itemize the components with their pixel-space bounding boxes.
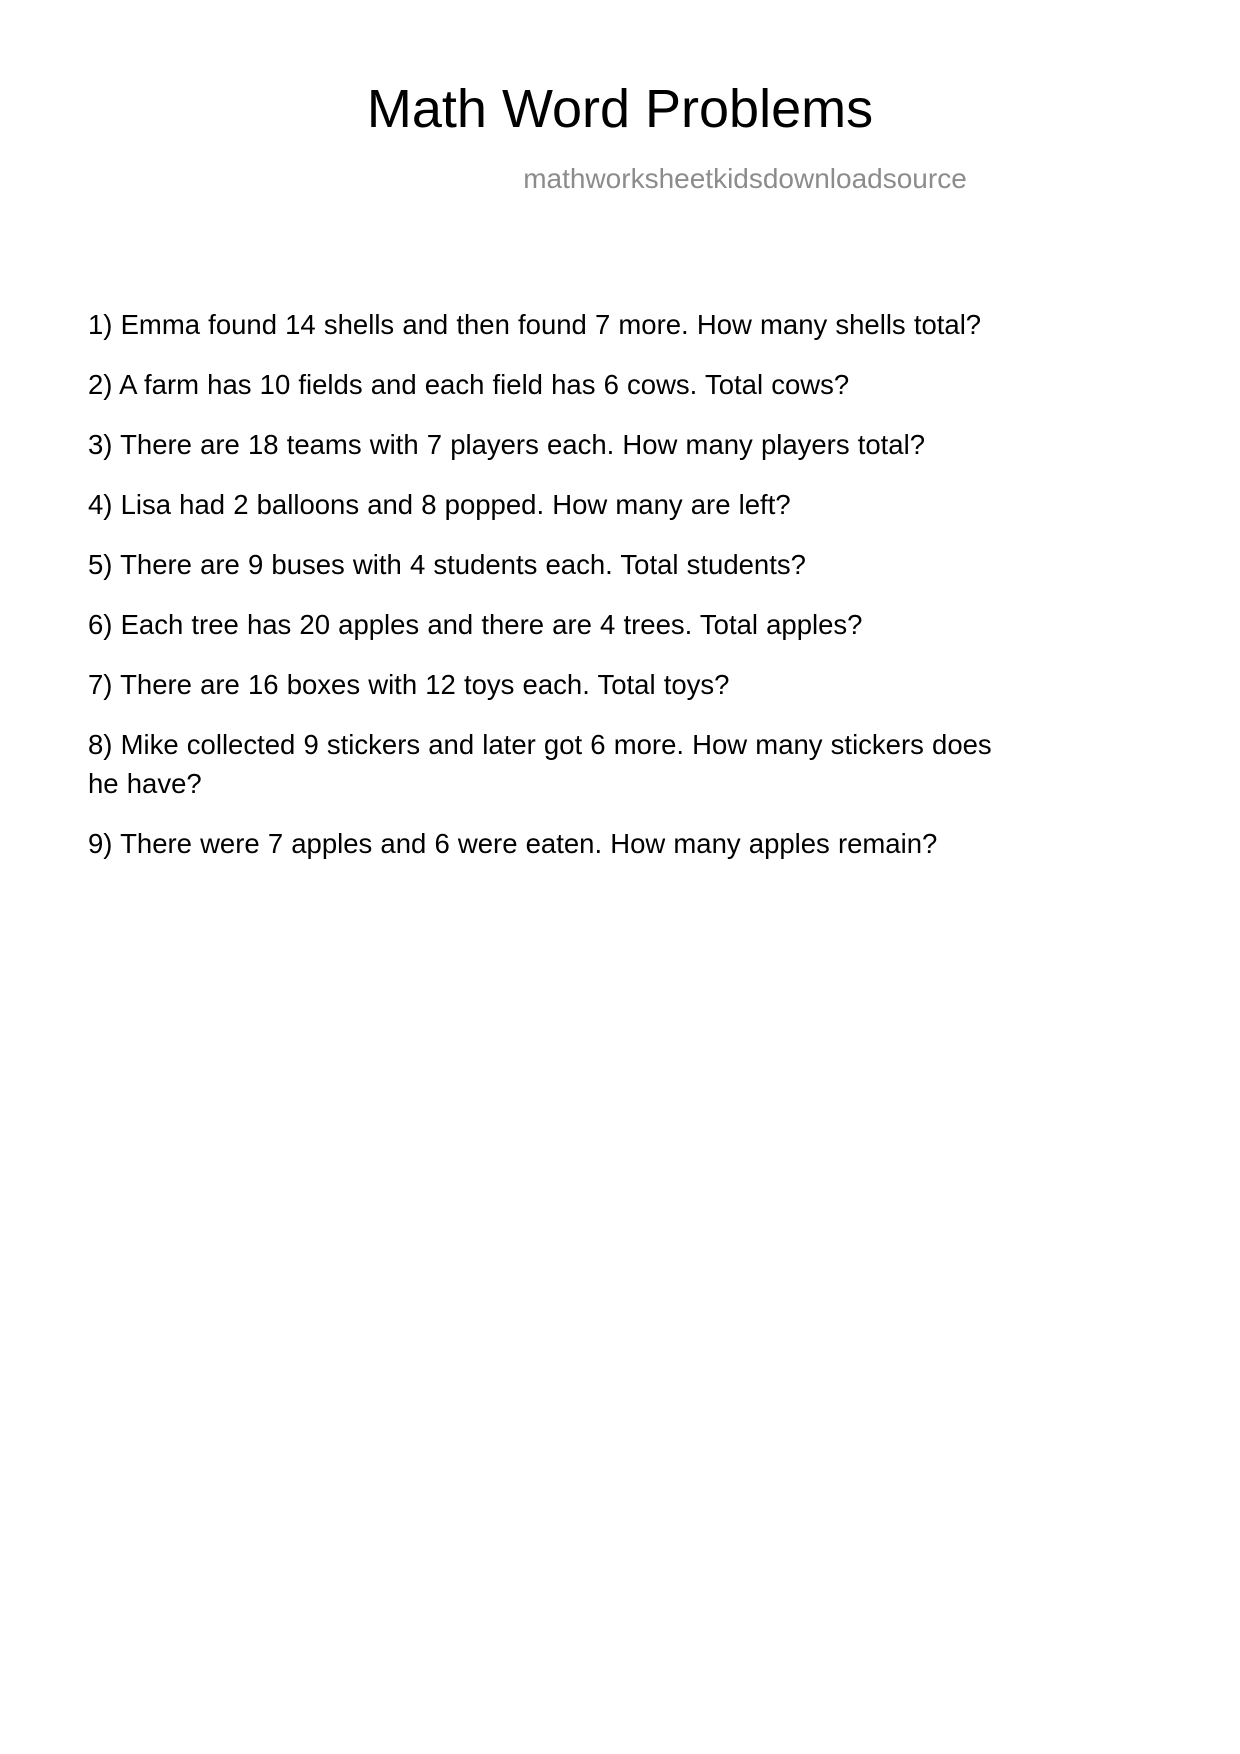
problem-item: 6) Each tree has 20 apples and there are 4 trees. Total apples? <box>88 609 863 641</box>
problem-item: 8) Mike collected 9 stickers and later got 6 more. How many stickers does he have? <box>88 729 992 800</box>
problem-item: 9) There were 7 apples and 6 were eaten. How many apples remain? <box>88 828 938 860</box>
problem-item: 7) There are 16 boxes with 12 toys each. Total toys? <box>88 669 730 701</box>
problem-item: 4) Lisa had 2 balloons and 8 popped. How many are left? <box>88 489 791 521</box>
problem-list <box>88 305 1023 863</box>
problem-item: 2) A farm has 10 fields and each field has 6 cows. Total cows? <box>88 369 850 401</box>
site-attribution-subtitle: mathworksheetkidsdownloadsource <box>523 163 967 194</box>
problem-item: 1) Emma found 14 shells and then found 7 more. How many shells total? <box>88 309 982 340</box>
problem-item: 3) There are 18 teams with 7 players each. How many players total? <box>88 429 926 461</box>
subtitle-row <box>0 162 1240 196</box>
page-title: Math Word Problems <box>366 79 874 139</box>
problem-item: 5) There are 9 buses with 4 students each. Total students? <box>88 549 806 581</box>
page-header <box>0 78 1240 140</box>
